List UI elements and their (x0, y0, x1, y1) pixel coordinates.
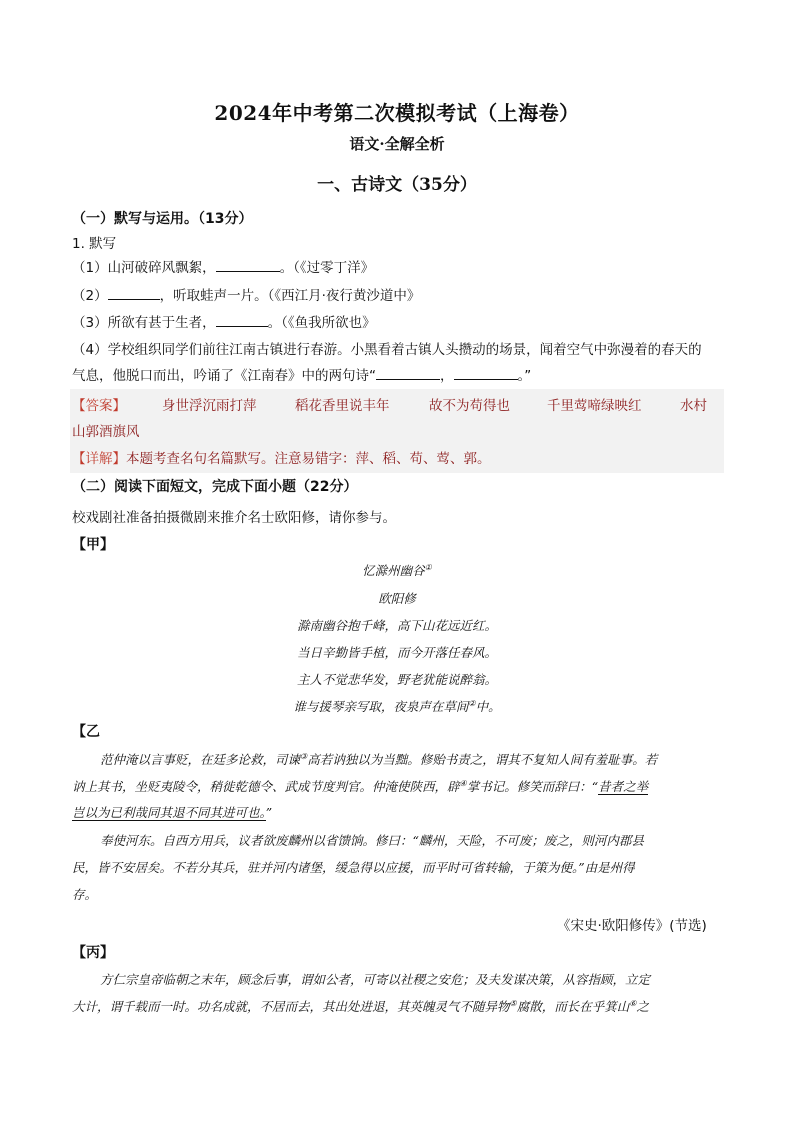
part1-heading: （一）默写与运用。（13分） (72, 211, 253, 227)
q1-label: 1. 默写 (72, 236, 117, 252)
answer-2: 稻花香里说丰年 (295, 398, 390, 414)
yi-p1-line1 (100, 750, 657, 768)
poem-line-4-a: 谁与援琴亲写取，夜泉声在草间 (293, 699, 469, 714)
bing-l2c: 之 (636, 999, 649, 1014)
q1-2 (72, 284, 420, 304)
yi-p1-line2 (72, 777, 648, 795)
answer-label (72, 394, 126, 414)
bing-l2b: 腐散，而长在乎箕山 (516, 999, 630, 1014)
yi-p1-l2a: 讷上其书，坐贬夷陵令，稍徙乾德令、武成节度判官。仲淹使陕西，辟 (72, 779, 460, 794)
bing-note-5: ⑤ (509, 998, 517, 1008)
q1-4-text-c: 。” (517, 368, 532, 384)
page-title: 2024年中考第二次模拟考试（上海卷） (214, 101, 580, 125)
yi-note-4: ④ (459, 778, 467, 788)
poem-line-3: 主人不觉悲华发，野老犹能说醉翁。 (296, 672, 497, 687)
answer-5: 水村 (680, 398, 707, 414)
yi-note-3: ③ (300, 751, 308, 761)
bing-line1: 方仁宗皇帝临朝之末年，顾念后事，谓如公者，可寄以社稷之安危；及夫发谋决策，从容指顾，立定 (100, 972, 651, 987)
yi-p1-l1a: 范仲淹以言事贬，在廷多论救，司谏 (100, 752, 301, 767)
bing-label: 【丙】 (72, 945, 114, 961)
yi-p1-l3b: ” (265, 805, 273, 820)
answer-1: 身世浮沉雨打萍 (162, 398, 257, 414)
yi-source: 《宋史·欧阳修传》(节选) (557, 918, 707, 934)
yi-p1-l3a-underlined: 岂以为已利哉同其退不同其进可也。 (72, 805, 266, 820)
poem-title-text: 忆滁州幽谷 (362, 563, 425, 578)
q1-1-text-a: （1）山河破碎风飘絮， (72, 260, 216, 276)
answer-4: 千里莺啼绿映红 (547, 398, 642, 414)
q1-1 (72, 256, 374, 276)
q1-2-text-b: ，听取蛙声一片。（《西江月·夜行黄沙道中》 (159, 288, 421, 304)
q1-3-text-b: 。（《鱼我所欲也》 (267, 315, 376, 331)
poem-note-1: ① (424, 562, 432, 572)
bing-l2a: 大计，谓千载而一时。功名成就，不居而去，其出处进退，其英魄灵气不随异物 (72, 999, 510, 1014)
answer-continued: 山郭酒旗风 (72, 424, 140, 440)
q1-3-text-a: （3）所欲有甚于生者， (72, 315, 216, 331)
bing-note-6: ⑥ (629, 998, 637, 1008)
poem-line-4-b: 中。 (475, 699, 501, 714)
q1-4-text-b: ， (440, 368, 454, 384)
q1-1-blank (216, 259, 280, 272)
poem-author: 欧阳修 (378, 591, 416, 606)
part2-intro: 校戏剧社准备拍摄微剧来推介名士欧阳修，请你参与。 (72, 510, 396, 526)
bing-line2 (72, 997, 649, 1015)
answer-label-text: 【答案】 (72, 398, 126, 414)
yi-p1-line3 (72, 803, 272, 821)
yi-p2-line3: 存。 (72, 887, 98, 902)
poem-line-1: 滁南幽谷抱千峰，高下山花远近红。 (296, 618, 497, 633)
poem-note-2: ② (468, 698, 476, 708)
yi-p1-l1b: 高若讷独以为当黜。修贻书责之，谓其不复知人间有羞耻事。若 (307, 752, 658, 767)
yi-p1-l2c-underlined: 昔者之举 (598, 779, 649, 794)
part2-heading: （二）阅读下面短文，完成下面小题（22分） (72, 479, 358, 495)
answer-3: 故不为苟得也 (429, 398, 510, 414)
q1-2-blank (108, 287, 160, 300)
detail-line (72, 447, 491, 467)
q1-4-blank-1 (376, 367, 440, 380)
q1-4-line2 (72, 364, 531, 384)
q1-4-line1: （4）学校组织同学们前往江南古镇进行春游。小黑看着古镇人头攒动的场景，闻着空气中弥漫着的春天的 (72, 342, 702, 358)
q1-3-blank (216, 314, 268, 327)
poem-line-2: 当日辛勤皆手植，而今开落任春风。 (296, 645, 497, 660)
detail-label: 【详解】 (72, 451, 126, 467)
yi-p2-line2: 民，皆不安居矣。不若分其兵，驻并河内诸堡，缓急得以应援，而平时可省转输，于策为便。”由是州得 (72, 860, 635, 875)
q1-4-blank-2 (454, 367, 518, 380)
q1-4-text-a: 气息，他脱口而出，吟诵了《江南春》中的两句诗“ (72, 368, 376, 384)
yi-label: 【乙 (72, 724, 100, 740)
yi-p2-line1: 奉使河东。自西方用兵，议者欲废麟州以省馈饷。修曰：“麟州，天险，不可废；废之，则河内郡县 (100, 833, 644, 848)
page-subtitle: 语文·全解全析 (349, 135, 445, 153)
poem-line-4 (0, 697, 794, 715)
section-heading: 一、古诗文（35分） (317, 175, 477, 195)
q1-3 (72, 311, 376, 331)
detail-text: 本题考查名句名篇默写。注意易错字：萍、稻、苟、莺、郭。 (126, 451, 491, 467)
yi-p1-l2b: 掌书记。修笑而辞曰：“ (466, 779, 599, 794)
q1-2-text-a: （2） (72, 288, 108, 304)
jia-label: 【甲】 (72, 537, 114, 553)
q1-1-text-b: 。（《过零丁洋》 (279, 260, 375, 276)
poem-title (0, 561, 794, 579)
